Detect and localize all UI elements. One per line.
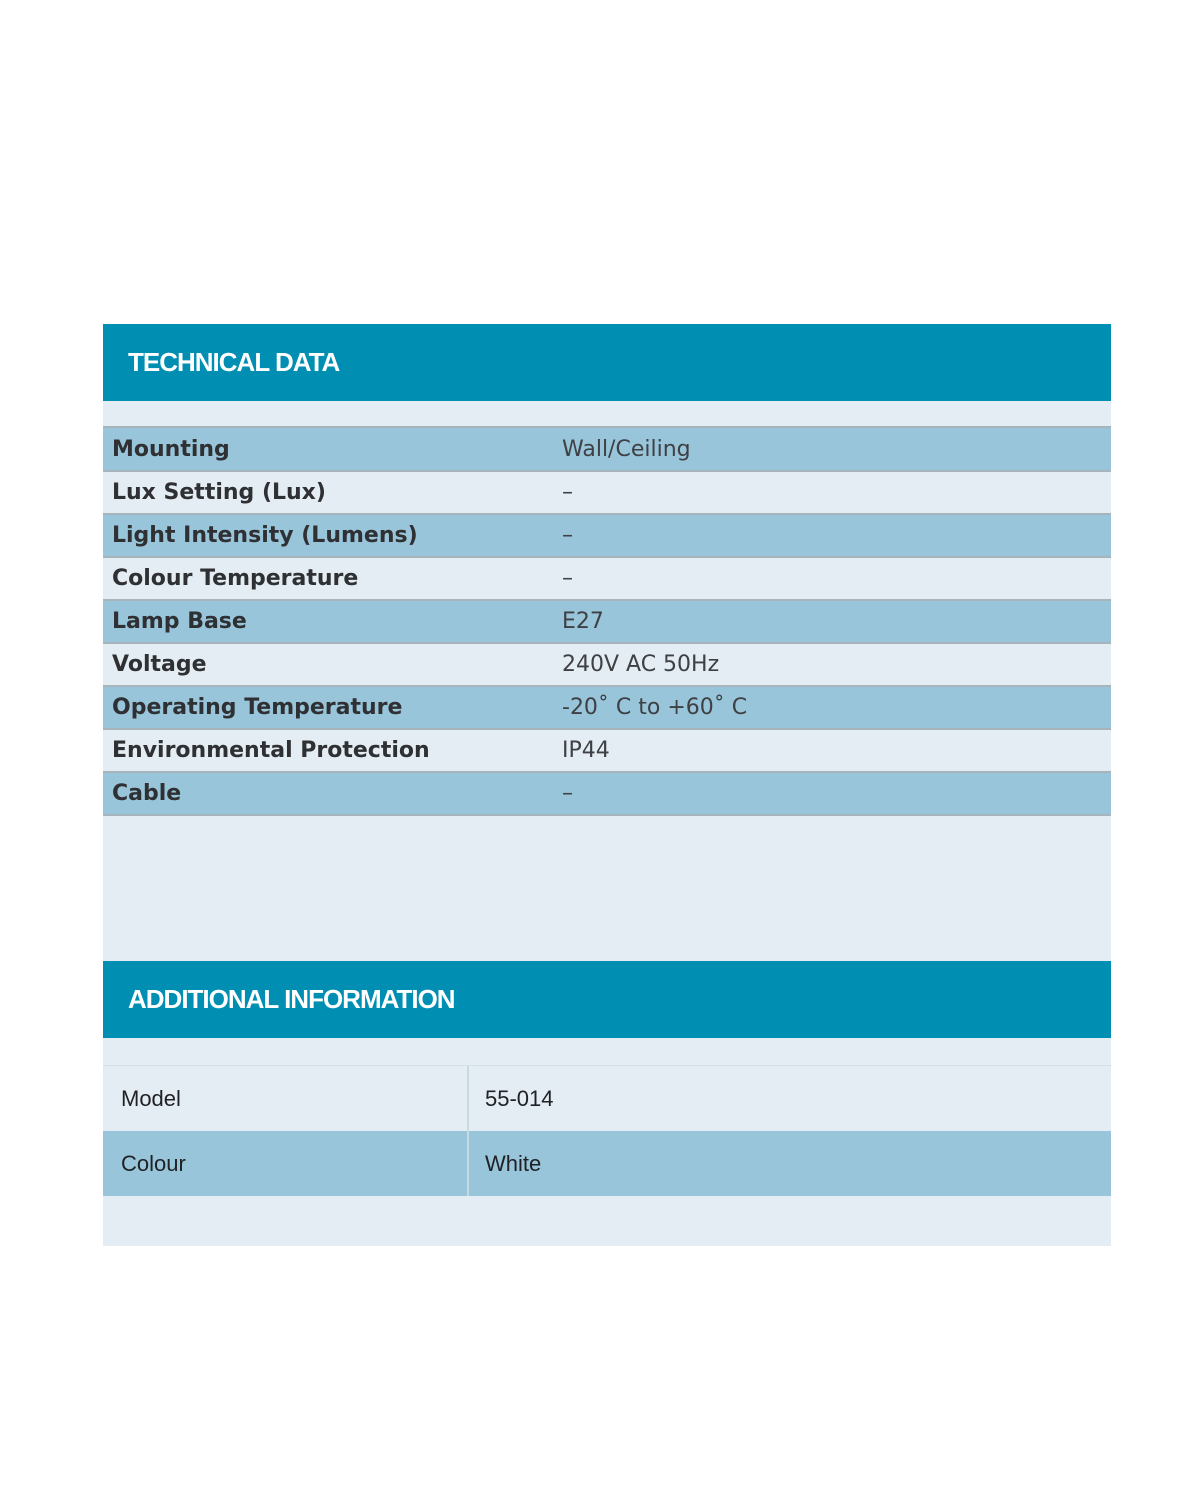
row-value: – (562, 566, 573, 591)
row-value: -20˚ C to +60˚ C (562, 695, 748, 720)
row-label: Operating Temperature (112, 695, 403, 720)
row-value: 55-014 (485, 1085, 554, 1111)
additional-information-table (103, 1065, 1111, 1196)
additional-information-panel (103, 961, 1111, 1246)
row-label: Model (103, 1066, 469, 1131)
row-label: Colour Temperature (112, 566, 359, 591)
table-row (103, 730, 1111, 773)
table-row (103, 773, 1111, 816)
additional-information-header: ADDITIONAL INFORMATION (103, 961, 1111, 1038)
table-row (103, 472, 1111, 515)
row-label: Lamp Base (112, 609, 247, 634)
row-label: Environmental Protection (112, 738, 430, 763)
table-row (103, 1065, 1111, 1131)
row-label: Colour (103, 1131, 469, 1196)
row-label: Voltage (112, 652, 207, 677)
row-value: White (485, 1150, 542, 1176)
table-row (103, 644, 1111, 687)
row-value: – (562, 523, 573, 548)
table-row (103, 558, 1111, 601)
table-row (103, 515, 1111, 558)
table-row (103, 428, 1111, 472)
row-value: Wall/Ceiling (562, 436, 691, 462)
row-value: IP44 (562, 738, 610, 763)
row-value: – (562, 781, 573, 806)
row-label: Mounting (112, 436, 230, 462)
table-row (103, 687, 1111, 730)
table-row (103, 1131, 1111, 1196)
row-value: – (562, 480, 573, 505)
row-value: 240V AC 50Hz (562, 652, 720, 677)
technical-data-header: TECHNICAL DATA (103, 324, 1111, 401)
row-value: E27 (562, 609, 604, 634)
technical-data-table (103, 426, 1111, 816)
row-label: Cable (112, 781, 182, 806)
technical-data-panel (103, 324, 1111, 962)
table-row (103, 601, 1111, 644)
row-label: Lux Setting (Lux) (112, 480, 326, 505)
row-label: Light Intensity (Lumens) (112, 523, 418, 548)
